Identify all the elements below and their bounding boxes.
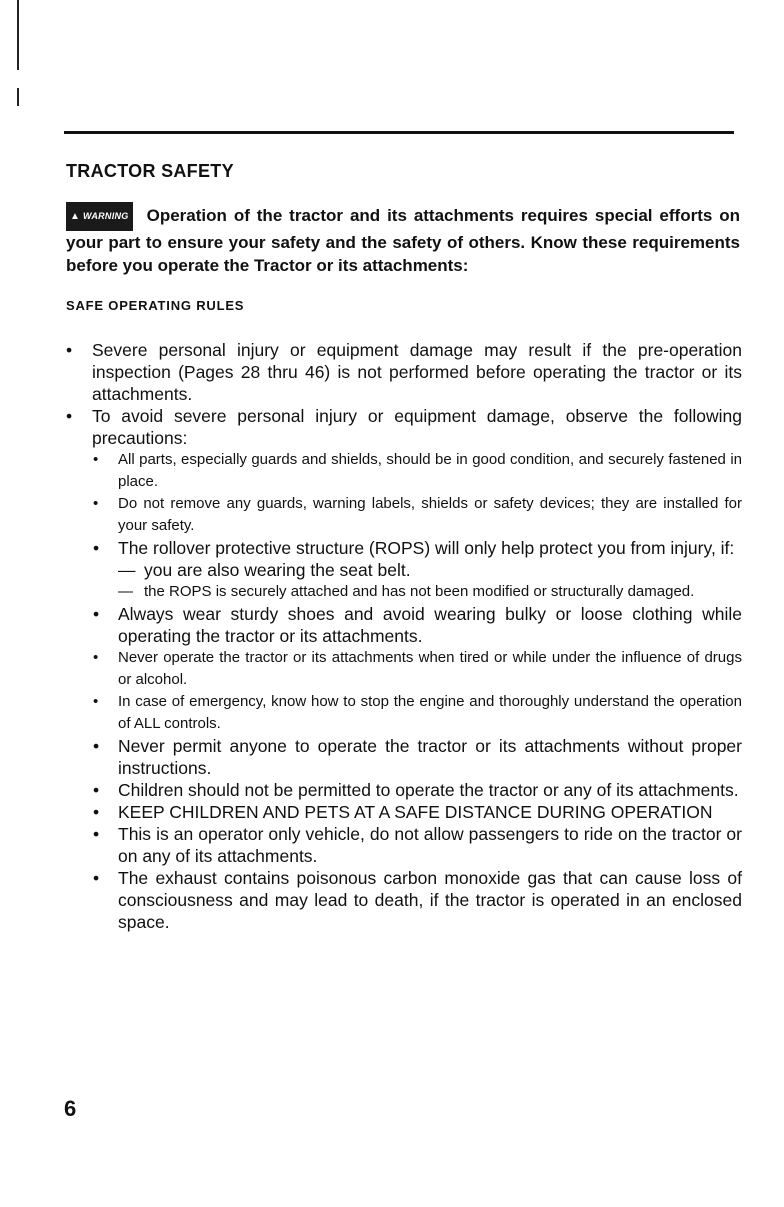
warning-text: Operation of the tractor and its attachments requires special efforts on your part to ensure your safety and the safety of others. Know these requirements before you operate the Tractor or its attachments: bbox=[66, 206, 740, 275]
sub-rule-text: Children should not be permitted to operate the tractor or any of its attachments. bbox=[118, 780, 739, 800]
rule-text: Severe personal injury or equipment damage may result if the pre-operation inspection (Pages 28 thru 46) is not performed before operating the tractor or its attachments. bbox=[92, 340, 742, 404]
sub-rule-text: KEEP CHILDREN AND PETS AT A SAFE DISTANCE DURING OPERATION bbox=[118, 802, 713, 822]
section-heading: SAFE OPERATING RULES bbox=[66, 298, 245, 313]
warning-badge bbox=[66, 202, 133, 231]
header-rule bbox=[64, 131, 734, 134]
page-number: 6 bbox=[64, 1096, 77, 1121]
bullet-icon: • bbox=[93, 451, 99, 468]
dash-icon: — bbox=[118, 560, 136, 580]
edge-mark-top bbox=[17, 0, 19, 70]
page-title: TRACTOR SAFETY bbox=[66, 161, 234, 181]
bullet-icon: • bbox=[93, 780, 100, 800]
bullet-icon: • bbox=[93, 868, 100, 888]
bullet-icon: • bbox=[93, 649, 99, 666]
bullet-icon: • bbox=[93, 604, 100, 624]
sub-list-item bbox=[66, 867, 742, 933]
sub-list-item bbox=[66, 691, 742, 735]
sub-list-item bbox=[66, 493, 742, 537]
sub-rule-text: Never permit anyone to operate the tractor or its attachments without proper instructions. bbox=[118, 736, 742, 778]
rule-text: To avoid severe personal injury or equipment damage, observe the following precautions: bbox=[92, 406, 742, 448]
condition-item bbox=[66, 559, 742, 581]
sub-list-item bbox=[66, 449, 742, 493]
bullet-icon: • bbox=[93, 495, 99, 512]
sub-rule-text: Do not remove any guards, warning labels, shields or safety devices; they are installed for your safety. bbox=[118, 495, 742, 534]
sub-rule-text: All parts, especially guards and shields, should be in good condition, and securely fastened in place. bbox=[118, 451, 742, 490]
bullet-icon: • bbox=[93, 802, 100, 822]
warning-paragraph bbox=[66, 202, 740, 277]
sub-rule-text: Always wear sturdy shoes and avoid wearing bulky or loose clothing while operating the tractor or its attachments. bbox=[118, 604, 742, 646]
sub-list-item bbox=[66, 647, 742, 691]
dash-icon: — bbox=[118, 583, 133, 600]
rules-list bbox=[66, 339, 742, 933]
list-item bbox=[66, 405, 742, 449]
edge-mark-small bbox=[17, 88, 19, 106]
sub-rule-text: This is an operator only vehicle, do not allow passengers to ride on the tractor or on any of its attachments. bbox=[118, 824, 742, 866]
warning-badge-label: WARNING bbox=[83, 211, 129, 221]
sub-list-item bbox=[66, 735, 742, 779]
condition-text: you are also wearing the seat belt. bbox=[144, 560, 411, 580]
sub-list-item bbox=[66, 801, 742, 823]
sub-list-item bbox=[66, 603, 742, 647]
condition-text: the ROPS is securely attached and has not been modified or structurally damaged. bbox=[144, 583, 695, 600]
sub-rule-text: Never operate the tractor or its attachments when tired or while under the influence of drugs or alcohol. bbox=[118, 649, 742, 688]
sub-list-item bbox=[66, 537, 742, 603]
sub-rule-text: The exhaust contains poisonous carbon monoxide gas that can cause loss of consciousness and may lead to death, if the tractor is operated in an enclosed space. bbox=[118, 868, 742, 932]
warning-triangle-icon: ▲ bbox=[70, 211, 81, 222]
bullet-icon: • bbox=[93, 693, 99, 710]
sub-rule-text: The rollover protective structure (ROPS) will only help protect you from injury, if: bbox=[118, 538, 735, 558]
sub-rule-text: In case of emergency, know how to stop the engine and thoroughly understand the operation of ALL controls. bbox=[118, 693, 742, 732]
bullet-icon: • bbox=[66, 406, 73, 426]
sub-list-item bbox=[66, 823, 742, 867]
list-item bbox=[66, 339, 742, 405]
sub-list-item bbox=[66, 779, 742, 801]
condition-item bbox=[66, 581, 742, 603]
bullet-icon: • bbox=[93, 824, 100, 844]
bullet-icon: • bbox=[66, 340, 73, 360]
bullet-icon: • bbox=[93, 736, 100, 756]
bullet-icon: • bbox=[93, 538, 100, 558]
